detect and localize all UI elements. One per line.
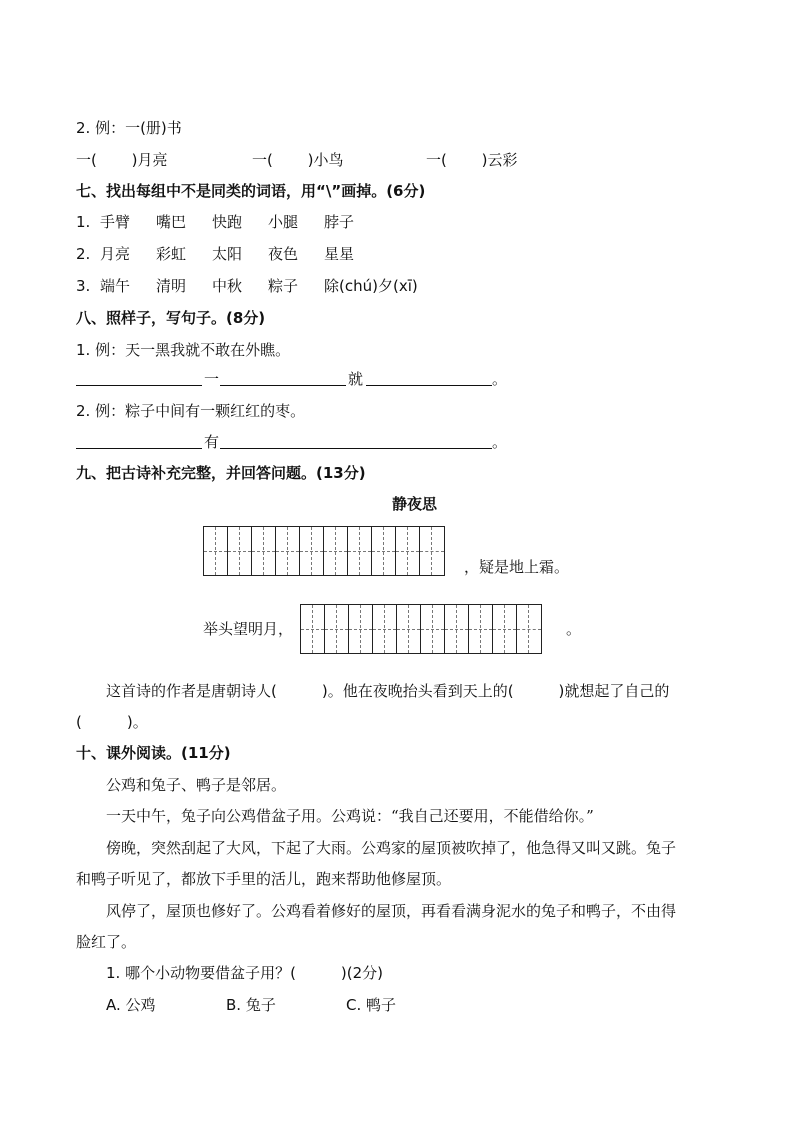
word[interactable]: 快跑 bbox=[212, 213, 243, 231]
option-b[interactable]: B. 兔子 bbox=[226, 996, 276, 1014]
poem-title: 静夜思 bbox=[392, 495, 438, 513]
measure-blank-bird[interactable]: 一( )小鸟 bbox=[252, 151, 344, 169]
section7-title: 七、找出每组中不是同类的词语，用“\”画掉。(6分) bbox=[76, 182, 426, 200]
answer-line[interactable] bbox=[220, 385, 346, 386]
reading-paragraph-4b: 脸红了。 bbox=[76, 933, 137, 951]
answer-line[interactable] bbox=[366, 385, 492, 386]
poem-line1-suffix: ，疑是地上霜。 bbox=[464, 558, 570, 576]
section10-title: 十、课外阅读。(11分) bbox=[76, 744, 231, 762]
sentence-example-1: 1. 例：天一黑我就不敢在外瞧。 bbox=[76, 341, 291, 359]
poem-question-line1[interactable]: 这首诗的作者是唐朝诗人( )。他在夜晚抬头看到天上的( )就想起了自己的 bbox=[106, 682, 670, 700]
reading-paragraph-4a: 风停了，屋顶也修好了。公鸡看着修好的屋顶，再看看满身泥水的兔子和鸭子，不由得 bbox=[106, 902, 677, 920]
word[interactable]: 手臂 bbox=[100, 213, 131, 231]
group-number: 3. bbox=[76, 277, 91, 295]
word[interactable]: 夜色 bbox=[268, 245, 299, 263]
word[interactable]: 月亮 bbox=[100, 245, 131, 263]
connector-word: 一 bbox=[204, 370, 220, 388]
answer-line[interactable] bbox=[76, 448, 202, 449]
option-c[interactable]: C. 鸭子 bbox=[346, 996, 397, 1014]
poem-line2-suffix: 。 bbox=[566, 620, 582, 638]
measure-blank-cloud[interactable]: 一( )云彩 bbox=[426, 151, 518, 169]
poem-line2-prefix: 举头望明月， bbox=[203, 620, 294, 638]
word[interactable]: 端午 bbox=[100, 277, 131, 295]
reading-paragraph-1: 公鸡和兔子、鸭子是邻居。 bbox=[106, 776, 287, 794]
word[interactable]: 彩虹 bbox=[156, 245, 187, 263]
section9-title: 九、把古诗补充完整，并回答问题。(13分) bbox=[76, 464, 366, 482]
group-number: 2. bbox=[76, 245, 91, 263]
reading-question-1[interactable]: 1. 哪个小动物要借盆子用？( )(2分) bbox=[106, 964, 384, 982]
word[interactable]: 除(chú)夕(xī) bbox=[324, 277, 418, 295]
word[interactable]: 小腿 bbox=[268, 213, 299, 231]
measure-blank-moon[interactable]: 一( )月亮 bbox=[76, 151, 168, 169]
writing-grid-line1[interactable] bbox=[203, 526, 445, 576]
poem-question-line2[interactable]: ( )。 bbox=[76, 713, 148, 731]
option-a[interactable]: A. 公鸡 bbox=[106, 996, 156, 1014]
writing-grid-line2[interactable] bbox=[300, 604, 542, 654]
sentence-end: 。 bbox=[492, 433, 508, 451]
answer-line[interactable] bbox=[76, 385, 202, 386]
word[interactable]: 太阳 bbox=[212, 245, 243, 263]
sentence-end: 。 bbox=[492, 370, 508, 388]
reading-paragraph-3a: 傍晚，突然刮起了大风，下起了大雨。公鸡家的屋顶被吹掉了，他急得又叫又跳。兔子 bbox=[106, 839, 677, 857]
reading-paragraph-2: 一天中午，兔子向公鸡借盆子用。公鸡说：“我自己还要用，不能借给你。” bbox=[106, 807, 594, 825]
word[interactable]: 脖子 bbox=[324, 213, 355, 231]
word[interactable]: 嘴巴 bbox=[156, 213, 187, 231]
word[interactable]: 粽子 bbox=[268, 277, 299, 295]
answer-line[interactable] bbox=[220, 448, 492, 449]
reading-paragraph-3b: 和鸭子听见了，都放下手里的活儿，跑来帮助他修屋顶。 bbox=[76, 870, 452, 888]
group-number: 1. bbox=[76, 213, 91, 231]
section6-example: 2. 例：一(册)书 bbox=[76, 119, 182, 137]
connector-word: 有 bbox=[204, 433, 220, 451]
connector-word: 就 bbox=[348, 370, 364, 388]
sentence-example-2: 2. 例：粽子中间有一颗红红的枣。 bbox=[76, 402, 306, 420]
word[interactable]: 中秋 bbox=[212, 277, 243, 295]
section8-title: 八、照样子，写句子。(8分) bbox=[76, 309, 266, 327]
word[interactable]: 星星 bbox=[324, 245, 355, 263]
word[interactable]: 清明 bbox=[156, 277, 187, 295]
